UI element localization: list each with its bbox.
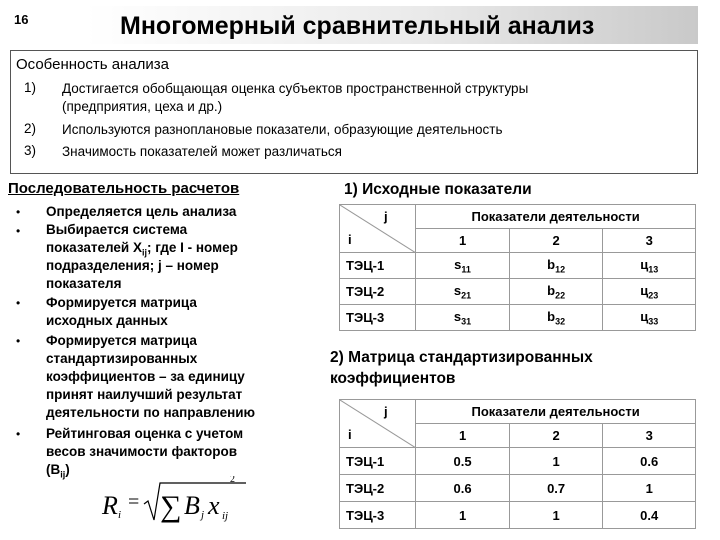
- table1-header: Показатели деятельности: [416, 205, 696, 229]
- formula-r: R: [102, 491, 118, 520]
- table-row: [340, 448, 696, 475]
- table1-row-label: ТЭЦ-2: [340, 279, 416, 305]
- table2-cell: 1: [509, 502, 603, 529]
- sequence-item-5-line-3: $(B_{ij})$: [46, 462, 70, 480]
- table2-corner-j: j: [384, 404, 388, 419]
- table1-cell: $s_{31}$: [416, 305, 510, 331]
- formula-sigma: ∑: [160, 490, 182, 523]
- table1-cell: $ц_{13}$: [603, 253, 696, 279]
- table1-corner-j: j: [384, 209, 388, 224]
- table1-cell: $b_{12}$: [509, 253, 603, 279]
- formula-b: B: [184, 491, 200, 520]
- table1-corner-i: i: [348, 232, 352, 247]
- sequence-item-1: Определяется цель анализа: [46, 204, 237, 219]
- table2-cell: 0.6: [603, 448, 696, 475]
- sequence-item-4-line-2: стандартизированных: [46, 351, 198, 366]
- table2-cell: 0.7: [509, 475, 603, 502]
- sequence-heading: Последовательность расчетов: [8, 180, 240, 197]
- table2-cell: 0.4: [603, 502, 696, 529]
- formula-x-sub: ij: [222, 510, 229, 522]
- table1-title: 1) Исходные показатели: [344, 181, 532, 198]
- table1-cell: $b_{32}$: [509, 305, 603, 331]
- table-row: [340, 475, 696, 502]
- bullet-2: •: [16, 224, 21, 238]
- table2-corner: [340, 400, 416, 448]
- sequence-item-4-line-5: деятельности по направлению: [46, 405, 256, 420]
- table1-cell: $s_{11}$: [416, 253, 510, 279]
- table2-title-line-2: коэффициентов: [330, 370, 456, 387]
- table2-row-label: ТЭЦ-3: [340, 502, 416, 529]
- table1-cell: $ц_{33}$: [603, 305, 696, 331]
- table2-col-1: 1: [416, 424, 510, 448]
- bullet-5: •: [16, 427, 21, 441]
- formula-r-sub: i: [118, 509, 122, 521]
- feature-item-2-number: 2): [24, 121, 37, 136]
- table2-cell: 0.5: [416, 448, 510, 475]
- sequence-item-4-line-3: коэффициентов – за единицу: [46, 369, 245, 384]
- sequence-item-5-line-2: весов значимости факторов: [46, 444, 238, 459]
- table2-col-2: 2: [509, 424, 603, 448]
- feature-heading: Особенность анализа: [16, 56, 170, 73]
- table1-col-1: 1: [416, 229, 510, 253]
- slide-title: Многомерный сравнительный анализ: [120, 12, 595, 40]
- table-row: [340, 279, 696, 305]
- table1-cell: $s_{21}$: [416, 279, 510, 305]
- slide-number: 16: [14, 12, 29, 27]
- table2: [339, 399, 696, 529]
- table1-corner: [340, 205, 416, 253]
- table2-cell: 1: [603, 475, 696, 502]
- sequence-item-3-line-1: Формируется матрица: [46, 295, 197, 310]
- sequence-item-2-line-3: подразделения; j – номер: [46, 258, 219, 273]
- sequence-item-4-line-1: Формируется матрица: [46, 333, 197, 348]
- sequence-item-3-line-2: исходных данных: [46, 313, 168, 328]
- sequence-item-2-line-1: Выбирается система: [46, 222, 188, 237]
- table-row: [340, 305, 696, 331]
- bullet-1: •: [16, 205, 21, 219]
- sequence-item-4-line-4: принят наилучший результат: [46, 387, 243, 402]
- rating-formula: [96, 476, 256, 526]
- bullet-4: •: [16, 334, 21, 348]
- feature-item-3-text: Значимость показателей может различаться: [62, 144, 342, 159]
- table1-col-3: 3: [603, 229, 696, 253]
- table2-corner-i: i: [348, 427, 352, 442]
- table-row: [340, 502, 696, 529]
- table2-row-label: ТЭЦ-1: [340, 448, 416, 475]
- table2-header: Показатели деятельности: [416, 400, 696, 424]
- sequence-item-5-line-1: Рейтинговая оценка с учетом: [46, 426, 244, 441]
- bullet-3: •: [16, 296, 21, 310]
- table1-cell: $b_{22}$: [509, 279, 603, 305]
- sequence-item-2-line-2: показателей $X_{ij}$; где I - номер: [46, 240, 238, 258]
- table1-row-label: ТЭЦ-3: [340, 305, 416, 331]
- formula-equals: =: [128, 491, 140, 513]
- table2-cell: 0.6: [416, 475, 510, 502]
- feature-item-2-text: Используются разноплановые показатели, образующие деятельность: [62, 122, 503, 137]
- feature-item-1-number: 1): [24, 80, 37, 95]
- feature-item-1-line-1: Достигается обобщающая оценка субъектов пространственной структуры: [62, 81, 529, 96]
- table2-col-3: 3: [603, 424, 696, 448]
- table2-cell: 1: [509, 448, 603, 475]
- table1-col-2: 2: [509, 229, 603, 253]
- formula-power: 2: [230, 476, 235, 485]
- table1-cell: $ц_{23}$: [603, 279, 696, 305]
- feature-item-3-number: 3): [24, 143, 37, 158]
- table1: [339, 204, 696, 331]
- table2-title-line-1: 2) Матрица стандартизированных: [330, 349, 593, 366]
- table1-row-label: ТЭЦ-1: [340, 253, 416, 279]
- table-row: [340, 253, 696, 279]
- formula-x: x: [208, 491, 220, 520]
- table2-row-label: ТЭЦ-2: [340, 475, 416, 502]
- table2-cell: 1: [416, 502, 510, 529]
- sequence-item-2-line-4: показателя: [46, 276, 122, 291]
- formula-b-sub: j: [201, 509, 205, 521]
- feature-item-1-line-2: (предприятия, цеха и др.): [62, 99, 223, 114]
